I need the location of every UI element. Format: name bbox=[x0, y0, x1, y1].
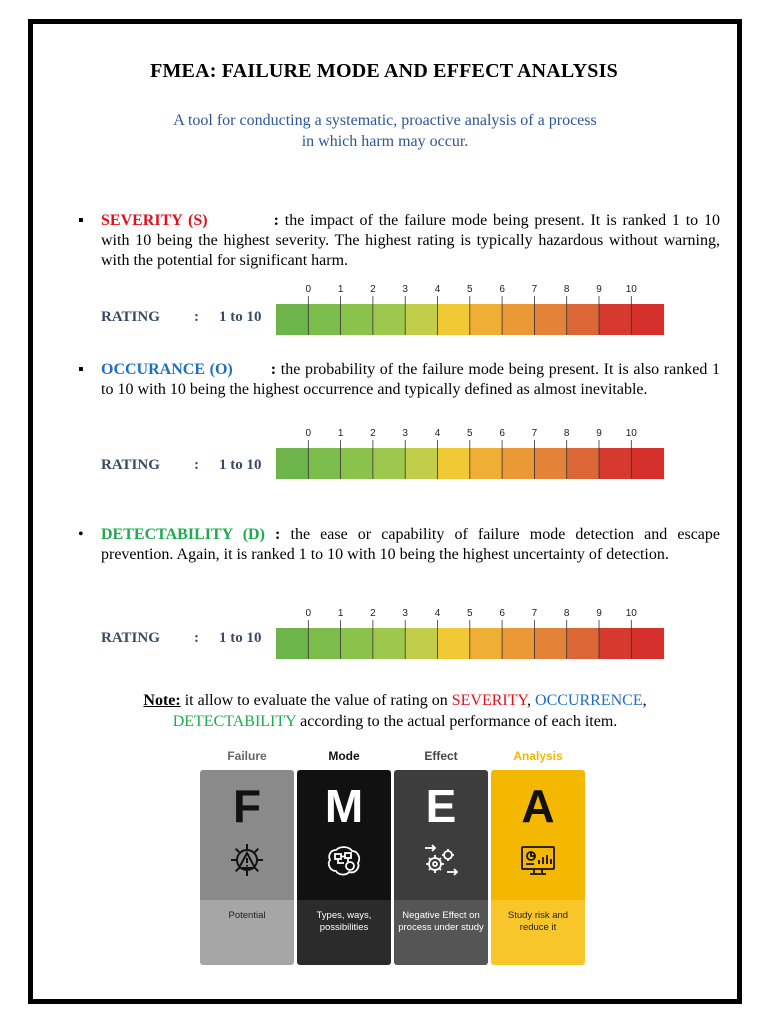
severity-term: SEVERITY (S) bbox=[101, 212, 208, 229]
scale-segment bbox=[567, 628, 600, 659]
detectability-term: DETECTABILITY (D) bbox=[101, 526, 265, 543]
note-text-1: it allow to evaluate the value of rating on bbox=[184, 692, 448, 709]
scale-segment bbox=[599, 628, 632, 659]
scale-segment bbox=[502, 628, 535, 659]
detectability-description: the ease or capability of failure mode detection and escape prevention. Again, it is ranked 1 to 10 with 10 being the highest uncertainty of detection. bbox=[101, 526, 721, 563]
scale-segment bbox=[373, 304, 406, 335]
occurance-description: the probability of the failure mode being present. It is also ranked 1 to 10 with 10 being the highest occurrence and typically defined as almost inevitable. bbox=[101, 361, 721, 398]
detectability-section bbox=[78, 525, 720, 565]
scale-segment bbox=[631, 448, 664, 479]
gear-warning-icon bbox=[227, 840, 267, 880]
scale-segment bbox=[567, 304, 600, 335]
fmea-head: Effect bbox=[424, 749, 458, 763]
scale-segment bbox=[567, 448, 600, 479]
monitor-chart-icon bbox=[518, 840, 558, 880]
severity-rating-label: RATING bbox=[101, 309, 160, 325]
scale-segment bbox=[341, 304, 374, 335]
fmea-desc: Negative Effect on process under study bbox=[398, 910, 484, 933]
occurance-term: OCCURANCE (O) bbox=[101, 361, 233, 378]
scale-segment bbox=[308, 304, 341, 335]
note-label: Note: bbox=[143, 692, 181, 709]
fmea-desc: Types, ways, possibilities bbox=[316, 910, 372, 933]
fmea-head: Analysis bbox=[513, 749, 563, 763]
scale-segment bbox=[405, 628, 438, 659]
scale-segment bbox=[534, 304, 567, 335]
scale-tick-label: 3 bbox=[402, 428, 408, 439]
detectability-rating-label: RATING bbox=[101, 630, 160, 646]
note-occurrence: OCCURRENCE bbox=[535, 692, 643, 709]
scale-segment bbox=[470, 628, 503, 659]
bullet-marker: ▪ bbox=[78, 212, 84, 229]
scale-segment bbox=[405, 304, 438, 335]
fmea-card bbox=[200, 770, 294, 965]
scale-segment bbox=[534, 628, 567, 659]
detectability-rating-scale bbox=[276, 600, 664, 632]
occurance-rating-range: 1 to 10 bbox=[219, 457, 262, 473]
process-brain-icon bbox=[324, 840, 364, 880]
fmea-card-bottom bbox=[394, 900, 488, 965]
scale-segment bbox=[502, 304, 535, 335]
fmea-card-top bbox=[200, 770, 294, 900]
fmea-head: Failure bbox=[227, 749, 267, 763]
scale-segment bbox=[438, 448, 471, 479]
scale-tick-label: 6 bbox=[499, 284, 505, 295]
scale-tick-label: 1 bbox=[337, 284, 344, 295]
detectability-colon: : bbox=[275, 526, 281, 543]
scale-segment bbox=[438, 628, 471, 659]
note-severity: SEVERITY bbox=[451, 692, 528, 709]
severity-description: the impact of the failure mode being present. It is ranked 1 to 10 with 10 being the highest severity. The highest rating is typically hazardous without warning, with the potential for significant harm. bbox=[101, 212, 721, 269]
bullet-marker: • bbox=[78, 526, 84, 543]
fmea-card-bottom bbox=[297, 900, 391, 965]
severity-section bbox=[78, 211, 720, 271]
scale-tick-label: 8 bbox=[563, 428, 570, 439]
scale-tick-label: 5 bbox=[467, 428, 473, 439]
note-detectability: DETECTABILITY bbox=[172, 713, 297, 730]
severity-colon: : bbox=[273, 212, 279, 229]
scale-segment bbox=[470, 304, 503, 335]
fmea-card bbox=[394, 770, 488, 965]
fmea-card-top bbox=[394, 770, 488, 900]
scale-tick-label: 5 bbox=[467, 284, 473, 295]
scale-tick-label: 9 bbox=[596, 608, 602, 619]
scale-tick-label: 8 bbox=[563, 608, 570, 619]
fmea-letter: E bbox=[425, 780, 457, 832]
scale-tick-label: 4 bbox=[434, 284, 441, 295]
page-title: FMEA: FAILURE MODE AND EFFECT ANALYSIS bbox=[150, 60, 618, 82]
scale-tick-label: 6 bbox=[499, 608, 505, 619]
occurance-rating-label: RATING bbox=[101, 457, 160, 473]
scale-tick-label: 2 bbox=[370, 428, 376, 439]
fmea-card-bottom bbox=[491, 900, 585, 965]
scale-segment bbox=[405, 448, 438, 479]
scale-segment bbox=[599, 448, 632, 479]
scale-tick-label: 9 bbox=[596, 428, 602, 439]
subtitle-line-2: in which harm may occur. bbox=[301, 133, 469, 150]
scale-segment bbox=[308, 628, 341, 659]
fmea-head: Mode bbox=[328, 749, 360, 763]
scale-segment bbox=[308, 448, 341, 479]
scale-tick-label: 7 bbox=[531, 428, 538, 439]
scale-tick-label: 2 bbox=[370, 608, 376, 619]
scale-tick-label: 0 bbox=[305, 608, 312, 619]
scale-segment bbox=[373, 448, 406, 479]
fmea-letter: A bbox=[521, 780, 555, 832]
fmea-column-effect bbox=[394, 746, 488, 966]
scale-tick-label: 9 bbox=[596, 284, 602, 295]
severity-rating-colon: : bbox=[194, 309, 199, 325]
occurance-colon: : bbox=[270, 361, 277, 378]
fmea-card bbox=[297, 770, 391, 965]
scale-segment bbox=[534, 448, 567, 479]
scale-segment bbox=[276, 304, 309, 335]
occurance-rating-scale bbox=[276, 420, 664, 452]
scale-tick-label: 1 bbox=[337, 428, 344, 439]
scale-tick-label: 3 bbox=[402, 608, 408, 619]
detectability-rating-range: 1 to 10 bbox=[219, 630, 262, 646]
scale-tick-label: 4 bbox=[434, 428, 441, 439]
note-paragraph bbox=[100, 690, 690, 732]
scale-tick-label: 2 bbox=[370, 284, 376, 295]
scale-tick-label: 0 bbox=[305, 428, 312, 439]
detectability-rating-colon: : bbox=[194, 630, 199, 646]
fmea-column-mode bbox=[297, 746, 391, 966]
fmea-desc: Potential bbox=[228, 910, 266, 921]
occurance-section bbox=[78, 360, 720, 400]
fmea-card-top bbox=[297, 770, 391, 900]
page-subtitle bbox=[140, 110, 630, 152]
scale-segment bbox=[631, 304, 664, 335]
scale-tick-label: 10 bbox=[625, 608, 637, 619]
scale-segment bbox=[373, 628, 406, 659]
fmea-card-bottom bbox=[200, 900, 294, 965]
scale-tick-label: 1 bbox=[337, 608, 344, 619]
bullet-marker: ▪ bbox=[78, 361, 84, 378]
note-comma-2: , bbox=[642, 692, 647, 709]
scale-tick-label: 7 bbox=[531, 608, 538, 619]
scale-segment bbox=[470, 448, 503, 479]
subtitle-line-1: A tool for conducting a systematic, proactive analysis of a process bbox=[173, 112, 597, 129]
fmea-desc: Study risk and reduce it bbox=[507, 910, 569, 933]
fmea-graphic bbox=[200, 746, 584, 966]
fmea-column-analysis bbox=[491, 746, 585, 966]
scale-segment bbox=[631, 628, 664, 659]
scale-tick-label: 4 bbox=[434, 608, 441, 619]
scale-segment bbox=[341, 628, 374, 659]
scale-segment bbox=[599, 304, 632, 335]
fmea-card bbox=[491, 770, 585, 965]
scale-tick-label: 7 bbox=[531, 284, 538, 295]
scale-segment bbox=[341, 448, 374, 479]
severity-rating-scale bbox=[276, 276, 664, 308]
note-text-2: according to the actual performance of each item. bbox=[300, 713, 618, 730]
scale-tick-label: 3 bbox=[402, 284, 408, 295]
scale-segment bbox=[502, 448, 535, 479]
scale-tick-label: 5 bbox=[467, 608, 473, 619]
scale-tick-label: 0 bbox=[305, 284, 312, 295]
note-comma-1: , bbox=[527, 692, 532, 709]
fmea-letter: F bbox=[232, 780, 262, 832]
scale-tick-label: 8 bbox=[563, 284, 570, 295]
scale-segment bbox=[438, 304, 471, 335]
scale-tick-label: 6 bbox=[499, 428, 505, 439]
scale-segment bbox=[276, 448, 309, 479]
scale-tick-label: 10 bbox=[625, 284, 637, 295]
scale-segment bbox=[276, 628, 309, 659]
severity-rating-range: 1 to 10 bbox=[219, 309, 262, 325]
occurance-rating-colon: : bbox=[194, 457, 199, 473]
fmea-card-top bbox=[491, 770, 585, 900]
fmea-letter: M bbox=[324, 780, 364, 832]
fmea-column-failure bbox=[200, 746, 294, 966]
scale-tick-label: 10 bbox=[625, 428, 637, 439]
gears-arrows-icon bbox=[421, 840, 461, 880]
